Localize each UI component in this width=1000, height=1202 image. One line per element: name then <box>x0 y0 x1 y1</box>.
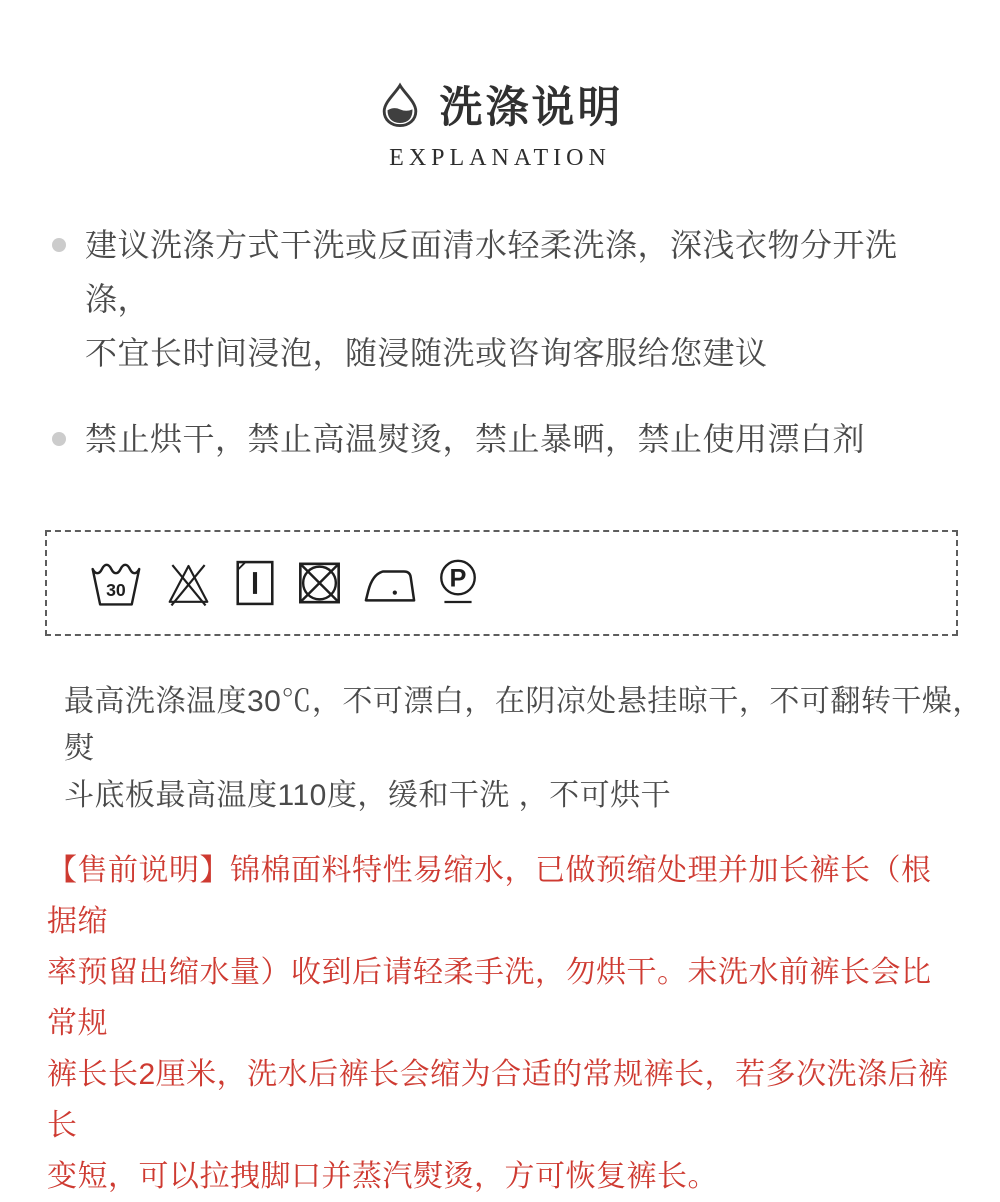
bullet-dot-icon <box>52 238 66 252</box>
washing-tip <box>52 218 960 380</box>
washing-tip <box>52 412 960 466</box>
care-symbols-box <box>45 530 958 636</box>
do-not-tumble-dry-icon <box>298 558 341 608</box>
presale-line: 裤长长2厘米，洗水后裤长会缩为合适的常规裤长，若多次洗涤后裤长 <box>47 1058 949 1142</box>
care-note-line: 斗底板最高温度110度，缓和干洗 ，不可烘干 <box>64 779 672 812</box>
presale-line: 【售前说明】锦棉面料特性易缩水，已做预缩处理并加长裤长（根据缩 <box>47 854 932 938</box>
dry-clean-letter: P <box>449 564 467 593</box>
care-note <box>0 678 1000 819</box>
wash-max-30-icon <box>88 557 142 609</box>
tip-line: 不宜长时间浸泡，随浸随洗或咨询客服给您建议 <box>85 335 768 371</box>
presale-line: 变短，可以拉拽脚口并蒸汽熨烫，方可恢复裤长。 <box>47 1160 718 1193</box>
bullet-dot-icon <box>52 432 66 446</box>
presale-note <box>0 845 1000 1202</box>
water-drop-icon <box>377 81 423 129</box>
washing-tips <box>0 218 1000 466</box>
tip-line: 建议洗涤方式干洗或反面清水轻柔洗涤，深浅衣物分开洗涤， <box>85 227 898 317</box>
do-not-bleach-icon <box>165 557 212 609</box>
presale-line: 率预留出缩水量）收到后请轻柔手洗，勿烘干。未洗水前裤长会比常规 <box>47 956 932 1040</box>
tip-line: 禁止烘干，禁止高温熨烫，禁止暴晒，禁止使用漂白剂 <box>85 421 866 457</box>
page-title: 洗涤说明 <box>439 84 624 132</box>
iron-low-heat-icon <box>364 563 416 603</box>
drip-dry-icon <box>235 557 275 609</box>
page-subtitle: EXPLANATION <box>389 145 611 171</box>
wash-temp-label: 30 <box>106 580 126 601</box>
care-note-line: 最高洗涤温度30℃，不可漂白，在阴凉处悬挂晾干，不可翻转干燥，熨 <box>64 685 983 765</box>
care-header <box>0 0 1000 172</box>
dry-clean-p-icon <box>439 557 477 609</box>
